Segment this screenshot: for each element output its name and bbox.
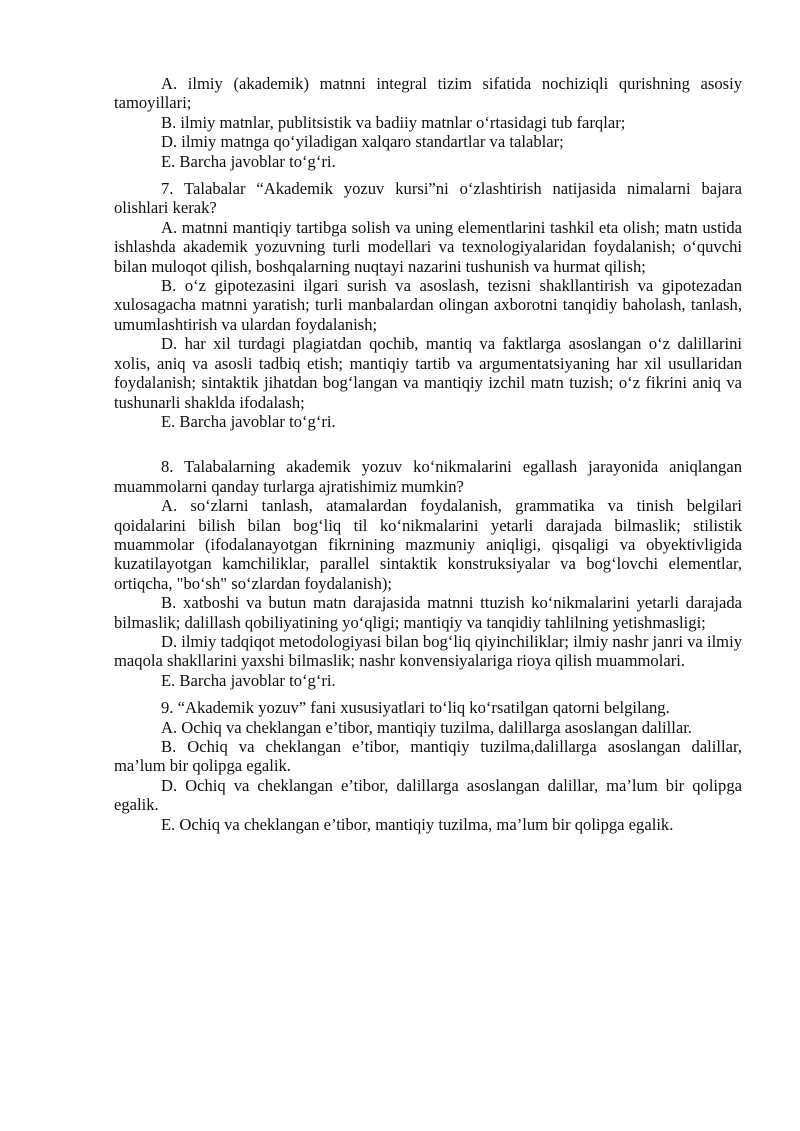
question-6-continuation <box>114 74 742 171</box>
option-e: E. Barcha javoblar to‘g‘ri. <box>161 670 336 690</box>
option-d: D. Ochiq va cheklangan e’tibor, dalillarga asoslangan dalillar, ma’lum bir qolipga egalik. <box>114 775 742 815</box>
question-text: 7. Talabalar “Akademik yozuv kursi”ni o‘zlashtirish natijasida nimalarni bajara olishlari kerak? <box>114 179 742 218</box>
option-a: A. Ochiq va cheklangan e’tibor, mantiqiy tuzilma, dalillarga asoslangan dalillar. <box>161 717 692 737</box>
document-page <box>114 74 742 834</box>
question-9 <box>114 698 742 834</box>
question-8 <box>114 457 742 690</box>
option-b: B. ilmiy matnlar, publitsistik va badiiy matnlar o‘rtasidagi tub farqlar; <box>161 112 626 132</box>
option-b: B. o‘z gipotezasini ilgari surish va asoslash, tezisni shakllantirish va gipotezadan xulosagacha matnni yaratish; turli manbalardan olingan axborotni tanqidiy baholash, tanlash, umumlashtirish va ulardan foydalanish; <box>114 276 742 334</box>
option-b: B. Ochiq va cheklangan e’tibor, mantiqiy tuzilma,dalillarga asoslangan dalillar, ma’lum bir qolipga egalik. <box>114 737 742 776</box>
option-e: E. Barcha javoblar to‘g‘ri. <box>161 151 336 171</box>
question-text: 8. Talabalarning akademik yozuv ko‘nikmalarini egallash jarayonida aniqlangan muammolarni qanday turlarga ajratishimiz mumkin? <box>114 457 742 496</box>
option-b: B. xatboshi va butun matn darajasida matnni ttuzish ko‘nikmalarini yetarli darajada bilmaslik; dalillash qobiliyatining yo‘qligi; mantiqiy va tanqidiy tahlilning yetishmasligi; <box>114 593 742 632</box>
question-text: 9. “Akademik yozuv” fani xususiyatlari to‘liq ko‘rsatilgan qatorni belgilang. <box>161 698 670 718</box>
option-e: E. Ochiq va cheklangan e’tibor, mantiqiy tuzilma, ma’lum bir qolipga egalik. <box>161 814 674 834</box>
option-a: A. so‘zlarni tanlash, atamalardan foydalanish, grammatika va tinish belgilari qoidalarini bilish bilan bog‘liq til ko‘nikmalarini yetarli darajada bilmaslik; stilistik muammolar (ifodalanayotgan fikrnining mazmuniy aniqligi, qisqaligi va obyektivligida kuzatilayotgan kamchiliklar, parallel sintaktik konstruksiyalar va bog‘lovchi elementlar, ortiqcha, "bo‘sh" so‘zlardan foydalanish); <box>114 496 742 593</box>
option-d: D. har xil turdagi plagiatdan qochib, mantiq va faktlarga asoslangan o‘z dalillarini xolis, aniq va asosli tadbiq etish; mantiqiy tartib va argumentatsiyaning har xil usullaridan foydalanish; sintaktik jihatdan bog‘langan va mantiqiy izchil matn tuzish; o‘z fikrini aniq va tushunarli shaklda ifodalash; <box>114 334 742 412</box>
option-a: A. matnni mantiqiy tartibga solish va uning elementlarini tashkil eta olish; matn ustida ishlashda akademik yozuvning turli modellari va texnologiyalaridan foydalanish; o‘quvchi bilan muloqot qilish, boshqalarning nuqtayi nazarini tushunish va hurmat qilish; <box>114 217 742 276</box>
option-d: D. ilmiy matnga qo‘yiladigan xalqaro standartlar va talablar; <box>161 132 564 152</box>
question-7 <box>114 179 742 431</box>
option-e: E. Barcha javoblar to‘g‘ri. <box>161 411 336 431</box>
option-a: A. ilmiy (akademik) matnni integral tizim sifatida nochiziqli qurishning asosiy tamoyillari; <box>114 74 742 113</box>
option-d: D. ilmiy tadqiqot metodologiyasi bilan bog‘liq qiyinchiliklar; ilmiy nashr janri va ilmiy maqola shakllarini yaxshi bilmaslik; nashr konvensiyalariga rioya qilish muammolari. <box>114 631 742 671</box>
